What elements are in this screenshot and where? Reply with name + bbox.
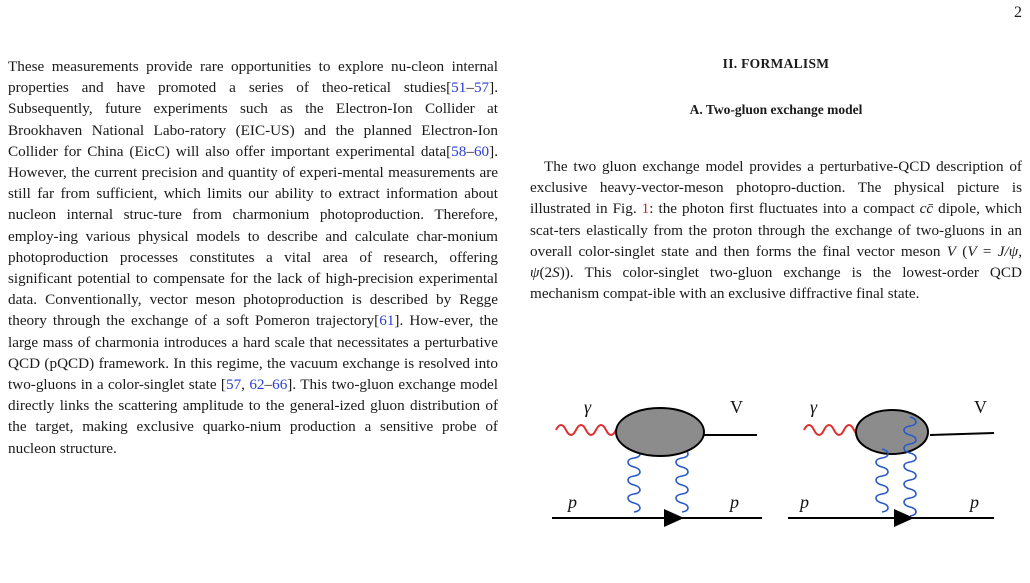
- figure-feynman-diagrams: [542, 395, 1002, 530]
- citation-link[interactable]: 58: [451, 142, 467, 160]
- subsection-title: A. Two-gluon exchange model: [689, 102, 863, 117]
- text-run: dipole, which scat-ters elastically from the proton through the exchange of two-gluons in an overall color-singlet state and then forms the final vector meson: [530, 200, 1023, 260]
- meson-label: V: [730, 397, 743, 417]
- text-run: –: [466, 79, 474, 97]
- text-run: The two gluon exchange model provides a perturbative-QCD description of exclusive heavy-vector-meson photopro-duction. The physical picture is illustrated in Fig.: [530, 158, 1022, 218]
- gluon-1: [628, 449, 640, 512]
- text-run: ]. This two-gluon exchange model directly links the scattering amplitude to the general-ized gluon distribution of the target, making exclusive quarko-nium production a sensitive probe of nucleon structure.: [8, 376, 498, 457]
- text-run: These measurements provide rare opportunities to explore nu-cleon internal properties and have promoted a series of theo-retical studies[: [8, 58, 498, 97]
- citation-link[interactable]: 51: [451, 79, 467, 97]
- citation-link[interactable]: 57: [225, 376, 242, 394]
- photon-label-2: γ: [810, 397, 818, 417]
- left-paragraph: [8, 56, 498, 459]
- math-symbol: S: [552, 264, 560, 282]
- proton-arrow-2: [894, 509, 914, 527]
- proton-arrow: [664, 509, 684, 527]
- text-run: (2: [539, 264, 553, 282]
- text-run: ,: [241, 376, 250, 394]
- proton-out-label-2: p: [970, 492, 979, 512]
- citation-link[interactable]: 61: [379, 312, 395, 330]
- text-run: –: [466, 142, 474, 160]
- gluon-3: [876, 449, 888, 512]
- meson-blob-2: [856, 410, 928, 454]
- text-run: ]. However, the current precision and quantity of experi-mental measurements are still far from sufficient, which limits our ability to extract information about nucleon internal struc-ture from charmonium photoproduction. Therefore, employ-ing various physical models to describe and calculate char-monium photoproduction processes constitutes a vital area of research, offering significant potential to compensate for the lack of high-precision experimental data. Conventionally, vector meson photoproduction is described by Regge theory through the exchange of a soft Pomeron trajectory[: [8, 142, 498, 330]
- text-run: =: [976, 242, 998, 260]
- math-symbol: cc̄: [919, 200, 934, 218]
- text-run: )). This color-singlet two-gluon exchange is the lowest-order QCD mechanism compat-ible with an exclusive diffractive final state.: [530, 264, 1022, 303]
- photon-line-2: [804, 425, 864, 435]
- left-column: [8, 56, 498, 459]
- feynman-svg: [542, 395, 1002, 530]
- gluon-2: [676, 449, 688, 512]
- citation-link[interactable]: 66: [272, 376, 288, 394]
- citation-link[interactable]: 57: [473, 79, 490, 97]
- math-symbol: J/ψ, ψ: [530, 242, 1022, 282]
- figure-ref-link[interactable]: 1: [641, 200, 650, 218]
- diagram-right: [788, 397, 994, 527]
- text-run: (: [956, 242, 968, 260]
- page-number: 2: [1014, 4, 1022, 21]
- meson-label-2: V: [974, 397, 987, 417]
- math-symbol: V: [967, 242, 977, 260]
- right-paragraph: [530, 156, 1022, 304]
- text-run: ]. How-ever, the large mass of charmonia introduces a hard scale that necessitates a perturbative QCD (pQCD) framework. In this regime, the vacuum exchange is resolved into two-gluons in a color-singlet state [: [8, 312, 498, 394]
- math-symbol: V: [946, 242, 957, 260]
- meson-line-2: [930, 433, 994, 435]
- citation-link[interactable]: 62: [249, 376, 265, 394]
- proton-in-label: p: [568, 492, 577, 512]
- text-run: : the photon first fluctuates into a compact: [649, 200, 920, 218]
- meson-blob: [616, 408, 704, 456]
- photon-label: γ: [584, 397, 592, 417]
- section-title: II. FORMALISM: [722, 56, 830, 71]
- proton-out-label: p: [730, 492, 739, 512]
- proton-in-label-2: p: [800, 492, 809, 512]
- citation-link[interactable]: 60: [473, 142, 490, 160]
- diagram-left: [552, 397, 762, 527]
- text-run: –: [264, 376, 273, 394]
- text-run: ]. Subsequently, future experiments such as the Electron-Ion Collider at Brookhaven National Labo-ratory (EIC-US) and the planned Electron-Ion Collider for China (EicC) will also offer important experimental data[: [8, 79, 498, 160]
